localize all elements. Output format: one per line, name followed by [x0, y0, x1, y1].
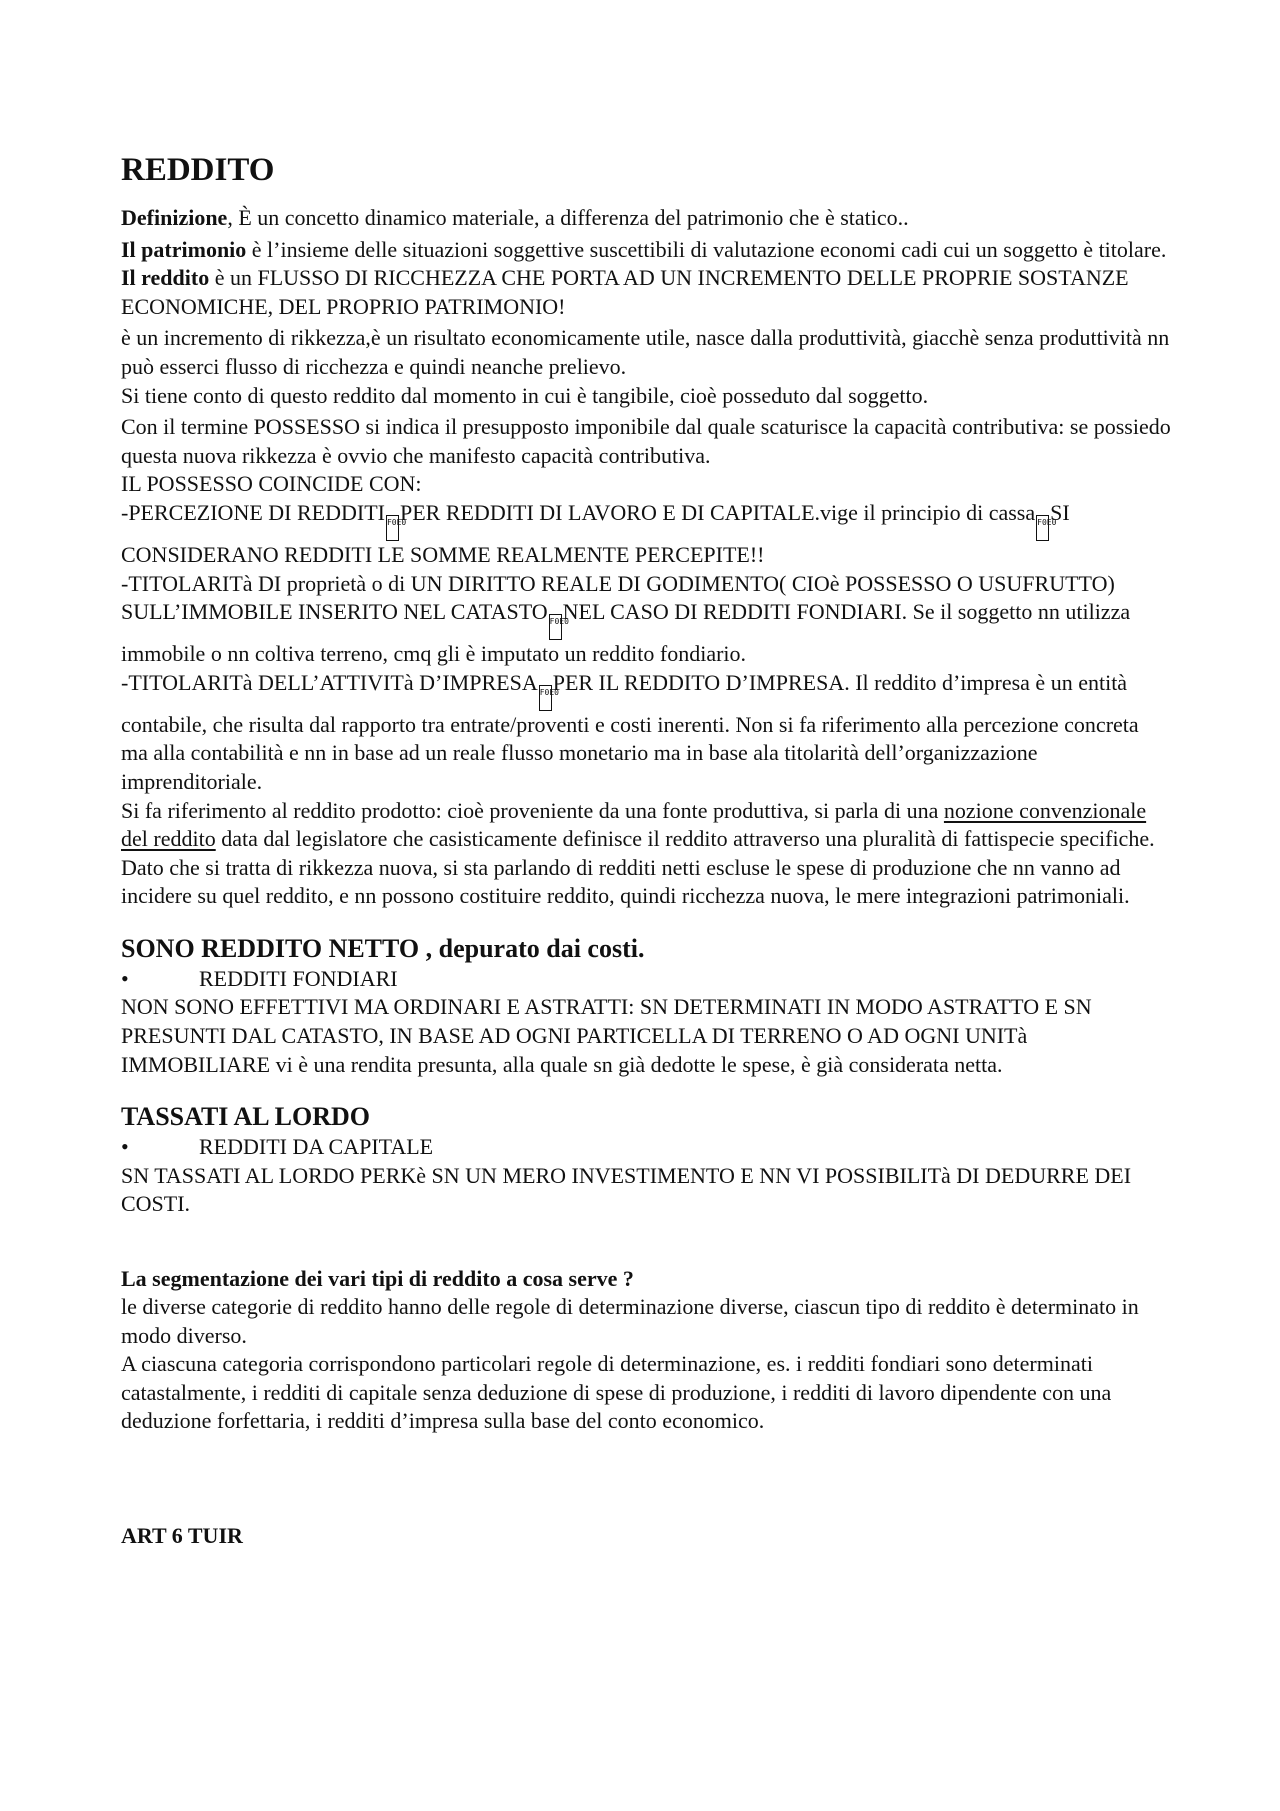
patrimonio-paragraph [121, 236, 1171, 265]
art-heading: ART 6 TUIR [121, 1523, 243, 1548]
possesso-paragraph: Con il termine POSSESSO si indica il presupposto imponibile dal quale scaturisce la capacità contributiva: se possiedo questa nuova rikkezza è ovvio che manifesto capacità contributiva. [121, 414, 1171, 468]
possesso-coincide-line: IL POSSESSO COINCIDE CON: [121, 471, 422, 497]
lordo-bullet-text: REDDITI DA CAPITALE [199, 1134, 434, 1160]
reddito-paragraph [121, 264, 1171, 321]
netto-text: NON SONO EFFETTIVI MA ORDINARI E ASTRATTI: SN DETERMINATI IN MODO ASTRATTO E SN PRESUNTI DAL CATASTO, IN BASE AD OGNI PARTICELLA DI TERRENO O AD OGNI UNITà IMMOBILIARE vi è una rendita presunta, alla quale sn già dedotte le spese, è già considerata netta. [121, 994, 1092, 1077]
patrimonio-label: Il patrimonio [121, 236, 247, 262]
incremento-paragraph: è un incremento di rikkezza,è un risultato economicamente utile, nasce dalla produttività, giacchè senza produttività nn può esserci flusso di ricchezza e quindi neanche prelievo. [121, 325, 1170, 379]
segmentazione-heading: La segmentazione dei vari tipi di reddito a cosa serve ? [121, 1266, 634, 1292]
tiene-conto-paragraph: Si tiene conto di questo reddito dal momento in cui è tangibile, cioè posseduto dal soggetto. [121, 382, 929, 408]
segmentazione-p1: le diverse categorie di reddito hanno delle regole di determinazione diverse, ciascun tipo di reddito è determinato in modo diverso. [121, 1294, 1139, 1348]
reddito-label: Il reddito [121, 265, 210, 291]
reddito-prodotto-paragraph: Si fa riferimento al reddito prodotto: cioè proveniente da una fonte produttiva, si parla di una nozione convenzionale del reddito data dal legislatore che casisticamente definisce il reddito attraverso una pluralità di fattispecie specifiche. [121, 797, 1155, 852]
underlined-phrase: nozione convenzionale del reddito [121, 797, 1147, 852]
definizione-text: , È un concetto dinamico materiale, a differenza del patrimonio che è statico.. [227, 205, 909, 230]
titolarita-proprieta-paragraph: -TITOLARITà DI proprietà o di UN DIRITTO REALE DI GODIMENTO( CIOè POSSESSO O USUFRUTTO) SULL’IMMOBILE INSERITO NEL CATASTO F0E0NEL CASO DI REDDITI FONDIARI. Se il soggetto nn utilizza immobile o nn coltiva terreno, cmq gli è imputato un reddito fondiario. [121, 570, 1131, 667]
missing-glyph-icon: F0E0 [549, 614, 562, 640]
patrimonio-text: è l’insieme delle situazioni soggettive suscettibili di valutazione economi cadi cui un soggetto è titolare. [246, 236, 1167, 262]
missing-glyph-icon: F0E0 [386, 515, 399, 541]
netto-bullet-text: REDDITI FONDIARI [199, 965, 398, 991]
percezione-paragraph: -PERCEZIONE DI REDDITI F0E0PER REDDITI DI LAVORO E DI CAPITALE.vige il principio di cassa F0E0SI CONSIDERANO REDDITI LE SOMME REALMENTE PERCEPITE!! [121, 499, 1070, 567]
definizione-label: Definizione [121, 205, 228, 230]
lordo-bullet [121, 1133, 1171, 1162]
missing-glyph-icon: F0E0 [539, 685, 552, 711]
netto-bullet [121, 965, 1171, 994]
bullet-icon: • [121, 1134, 129, 1160]
bullet-icon: • [121, 965, 129, 991]
lordo-heading: TASSATI AL LORDO [121, 1102, 371, 1132]
reddito-text: è un FLUSSO DI RICCHEZZA CHE PORTA AD UN INCREMENTO DELLE PROPRIE SOSTANZE ECONOMICHE, DEL PROPRIO PATRIMONIO! [121, 265, 1129, 319]
lordo-text: SN TASSATI AL LORDO PERKè SN UN MERO INVESTIMENTO E NN VI POSSIBILITà DI DEDURRE DEI COSTI. [121, 1162, 1132, 1217]
titolarita-impresa-paragraph: -TITOLARITà DELL’ATTIVITà D’IMPRESA F0E0PER IL REDDITO D’IMPRESA. Il reddito d’impresa è un entità contabile, che risulta dal rapporto tra entrate/proventi e costi inerenti. Non si fa riferimento alla percezione concreta ma alla contabilità e nn in base ad un reale flusso monetario ma in base ala titolarità dell’organizzazione imprenditoriale. [121, 669, 1139, 794]
netto-heading: SONO REDDITO NETTO , depurato dai costi. [121, 933, 645, 963]
dato-che-paragraph: Dato che si tratta di rikkezza nuova, si sta parlando di redditi netti escluse le spese di produzione che nn vanno ad incidere su quel reddito, e nn possono costituire reddito, quindi ricchezza nuova, le mere integrazioni patrimoniali. [121, 854, 1130, 909]
definizione-paragraph [121, 204, 1171, 233]
document-page [121, 150, 1171, 1550]
page-title: REDDITO [121, 152, 275, 188]
missing-glyph-icon: F0E0 [1036, 515, 1049, 541]
segmentazione-p2: A ciascuna categoria corrispondono particolari regole di determinazione, es. i redditi fondiari sono determinati catastalmente, i redditi di capitale senza deduzione di spese di produzione, i redditi di lavoro dipendente con una deduzione forfettaria, i redditi d’impresa sulla base del conto economico. [121, 1351, 1112, 1434]
